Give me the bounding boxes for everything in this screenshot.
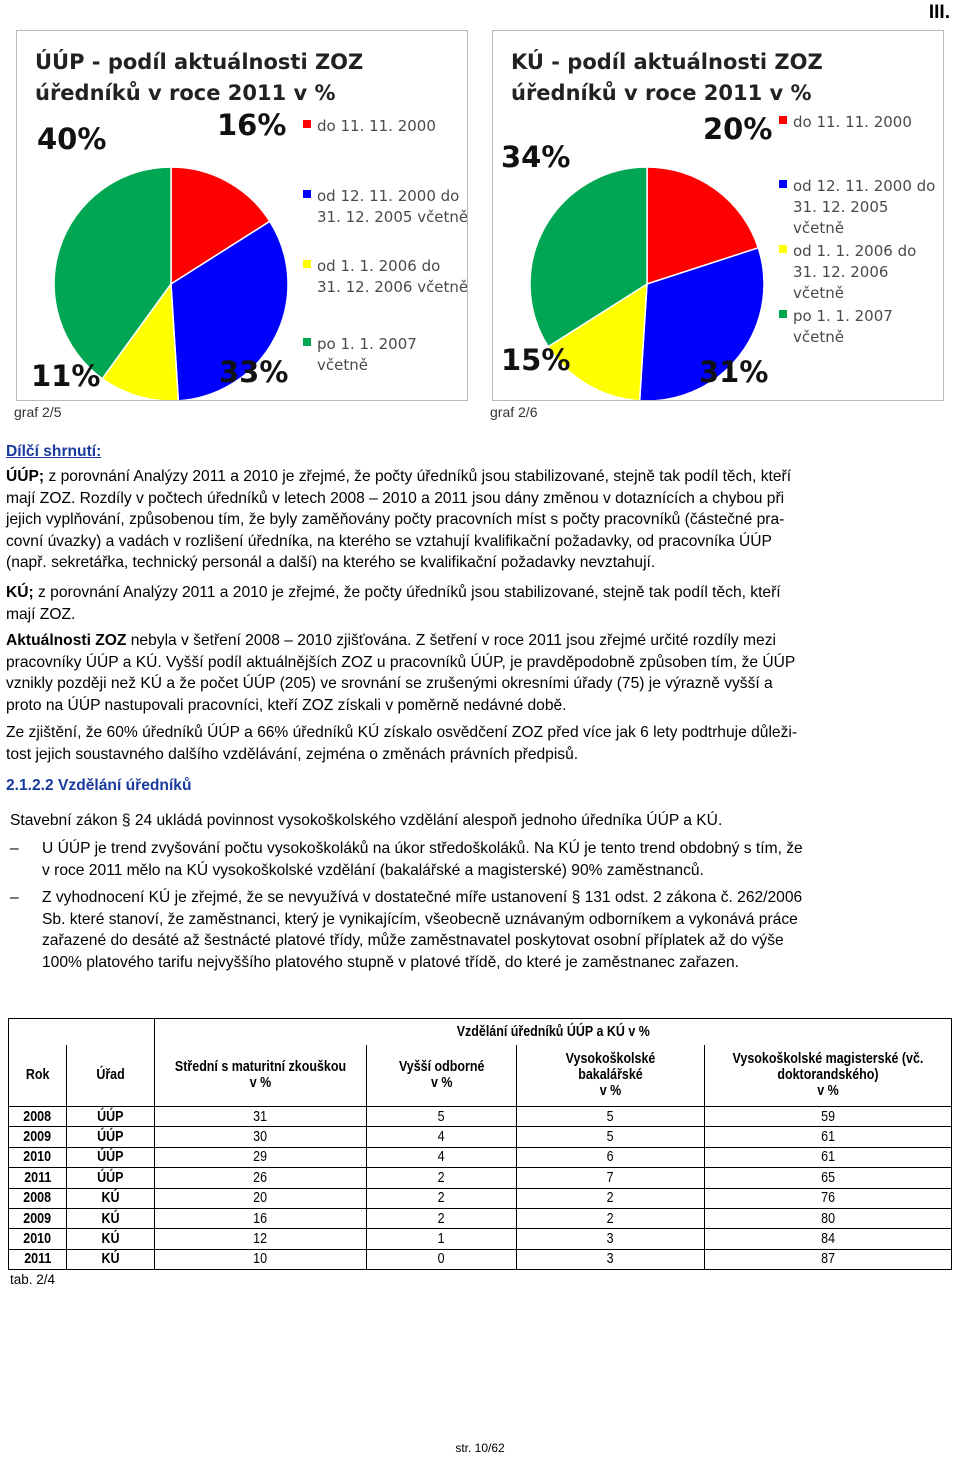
table-cell: 2011 — [9, 1249, 67, 1269]
col-header-magisterske: Vysokoškolské magisterské (vč. doktorandského) v % — [705, 1045, 952, 1107]
legend-swatch — [779, 180, 787, 188]
table-cell: 5 — [367, 1107, 517, 1127]
paragraph-line: jejich vyplňování, způsobenou tím, že byly zaměňovány počty pracovních míst s počty pracovníků (částečné pra- — [6, 511, 785, 529]
summary-heading: Dílčí shrnutí: — [6, 443, 102, 460]
table-cell: 2 — [367, 1188, 517, 1208]
legend-label: do 11. 11. 2000 — [317, 117, 436, 135]
chart-title-line2: úředníků v roce 2011 v % — [35, 81, 336, 105]
table-row — [9, 1188, 952, 1208]
chart-caption: graf 2/6 — [490, 404, 538, 420]
legend-swatch — [303, 338, 311, 346]
summary-paragraph-conclusion — [6, 722, 956, 765]
pie-slice-label: 16% — [217, 108, 287, 142]
paragraph-line: Ze zjištění, že 60% úředníků ÚÚP a 66% úředníků KÚ získalo osvědčení ZOZ před více jak 6 lety podtrhuje důleži- — [6, 724, 798, 741]
table-cell: 80 — [705, 1208, 952, 1228]
table-cell: 12 — [155, 1229, 367, 1249]
table-row — [9, 1249, 952, 1269]
table-cell: 6 — [517, 1147, 705, 1167]
bullet-dash: – — [10, 840, 19, 857]
table-cell: ÚÚP — [67, 1127, 155, 1147]
paragraph-line: mají ZOZ. Rozdíly v počtech úředníků v letech 2008 – 2010 a 2011 jsou dány změnou v dotaznících a chybou při — [6, 489, 785, 507]
paragraph-line: vznikly později než KÚ a že počet ÚÚP (205) ve srovnání se zrušenými okresními úřady (75) je výrazně vyšší a — [6, 675, 773, 693]
chart-title — [511, 47, 823, 109]
paragraph-line: tost jejich soustavného dalšího vzdělávání, zejména o změnách právních předpisů. — [6, 745, 579, 763]
table-cell: 30 — [155, 1127, 367, 1147]
legend-label: 31. 12. 2006 včetně — [317, 278, 469, 296]
table-cell: 5 — [517, 1127, 705, 1147]
bullet-line: U ÚÚP je trend zvyšování počtu vysokoškoláků na úkor středoškoláků. Na KÚ je tento trend obdobný s tím, že — [42, 840, 803, 857]
table-cell: ÚÚP — [67, 1168, 155, 1188]
table-cell: 2 — [517, 1188, 705, 1208]
legend-label: včetně — [317, 356, 368, 374]
table-cell: 29 — [155, 1147, 367, 1167]
pie-slice-label: 11% — [31, 359, 101, 393]
legend-label: 31. 12. 2006 — [793, 263, 889, 281]
table-title: Vzdělání úředníků ÚÚP a KÚ v % — [155, 1019, 952, 1045]
summary-paragraph-aktualnost — [6, 630, 956, 716]
legend-label: od 1. 1. 2006 do — [793, 242, 917, 260]
legend-label: od 1. 1. 2006 do — [317, 257, 441, 275]
table-cell: 10 — [155, 1249, 367, 1269]
bullet-item — [10, 838, 956, 881]
bullet-line: Z vyhodnocení KÚ je zřejmé, že se nevyužívá v dostatečné míře ustanovení § 131 odst. 2 zákona č. 262/2006 — [42, 889, 803, 906]
legend-label: včetně — [793, 284, 844, 302]
table-cell: 4 — [367, 1127, 517, 1147]
table-cell: 59 — [705, 1107, 952, 1127]
legend-swatch — [779, 245, 787, 253]
paragraph-lead: Aktuálnosti ZOZ — [6, 632, 127, 649]
summary-paragraph-ku — [6, 582, 956, 625]
chart-title-line2: úředníků v roce 2011 v % — [511, 81, 812, 105]
table-cell: 4 — [367, 1147, 517, 1167]
table-cell: 31 — [155, 1107, 367, 1127]
education-table — [8, 1018, 952, 1270]
legend-swatch — [303, 120, 311, 128]
section-title: Vzdělání úředníků — [58, 777, 192, 794]
legend-label: do 11. 11. 2000 — [793, 113, 912, 131]
paragraph-lead: KÚ; — [6, 584, 34, 601]
table-cell: 3 — [517, 1249, 705, 1269]
table-row — [9, 1127, 952, 1147]
paragraph-line: z porovnání Analýzy 2011 a 2010 je zřejmé, že počty úředníků jsou stabilizované, stejně tak podíl těch, kteří — [44, 468, 792, 485]
table-cell: ÚÚP — [67, 1147, 155, 1167]
bullet-line: zařazené do desáté až šestnácté platové třídy, může zaměstnavatel poskytovat osobní příplatek až do výše — [42, 932, 784, 950]
legend-label: včetně — [793, 328, 844, 346]
chart-title-line1: KÚ - podíl aktuálnosti ZOZ — [511, 50, 823, 74]
table-cell: 2 — [367, 1168, 517, 1188]
legend-label: 31. 12. 2005 — [793, 198, 889, 216]
paragraph-line: nebyla v šetření 2008 – 2010 zjišťována. Z šetření v roce 2011 jsou zřejmé určité rozdíly mezi — [126, 632, 776, 649]
col-header-vyssi: Vyšší odborné v % — [367, 1045, 517, 1107]
bullet-line: Sb. které stanoví, že zaměstnanci, který je vynikajícím, všeobecně uznávaným odborníkem a vykonává práce — [42, 910, 798, 928]
table-cell: 7 — [517, 1168, 705, 1188]
table-row — [9, 1168, 952, 1188]
table-cell: 16 — [155, 1208, 367, 1228]
table-cell: 65 — [705, 1168, 952, 1188]
table-cell: 84 — [705, 1229, 952, 1249]
table-cell: 2011 — [9, 1168, 67, 1188]
paragraph-line: proto na ÚÚP nastupovali pracovníci, kteří ZOZ získali v poměrně nedávné době. — [6, 696, 567, 714]
table-cell: 3 — [517, 1229, 705, 1249]
bullet-line: v roce 2011 mělo na KÚ vysokoškolské vzdělání (bakalářské a magisterské) 90% zaměstnanců. — [42, 861, 704, 879]
legend-swatch — [779, 310, 787, 318]
legend-label: od 12. 11. 2000 do — [793, 177, 936, 195]
legend-swatch — [303, 260, 311, 268]
table-caption: tab. 2/4 — [10, 1272, 56, 1287]
table-cell: 76 — [705, 1188, 952, 1208]
legend-swatch — [303, 190, 311, 198]
col-header-bakalarske: Vysokoškolské bakalářské v % — [517, 1045, 705, 1107]
section-marker: III. — [928, 2, 950, 23]
section-heading — [6, 777, 191, 795]
pie-slice-label: 20% — [703, 112, 773, 146]
page-footer: str. 10/62 — [455, 1441, 505, 1455]
paragraph-line: z porovnání Analýzy 2011 a 2010 je zřejmé, že počty úředníků jsou stabilizované, stejně tak podíl těch, kteří — [33, 584, 781, 601]
table-cell: 26 — [155, 1168, 367, 1188]
table-cell: 2 — [367, 1208, 517, 1228]
table-corner — [9, 1019, 155, 1045]
chart-caption: graf 2/5 — [14, 404, 62, 420]
col-header-urad: Úřad — [67, 1045, 155, 1107]
col-header-rok: Rok — [9, 1045, 67, 1107]
section-intro: Stavební zákon § 24 ukládá povinnost vysokoškolského vzdělání alespoň jednoho úředníka ÚÚP a KÚ. — [10, 812, 723, 829]
col-header-stredni: Střední s maturitní zkouškou v % — [155, 1045, 367, 1107]
bullet-dash: – — [10, 889, 19, 906]
table-cell: 20 — [155, 1188, 367, 1208]
table-cell: 2008 — [9, 1188, 67, 1208]
pie-slice-label: 31% — [699, 355, 769, 389]
legend-label: 31. 12. 2005 včetně — [317, 208, 469, 226]
table-cell: 2009 — [9, 1208, 67, 1228]
legend-label: po 1. 1. 2007 — [317, 335, 417, 353]
table-row — [9, 1147, 952, 1167]
summary-paragraph-uup — [6, 466, 956, 574]
table-cell: ÚÚP — [67, 1107, 155, 1127]
table-cell: 61 — [705, 1127, 952, 1147]
legend-label: po 1. 1. 2007 — [793, 307, 893, 325]
legend-label: od 12. 11. 2000 do — [317, 187, 460, 205]
paragraph-line: (např. sekretářka, technický personál a další) na kterého se kvalifikační požadavky nevztahují. — [6, 554, 656, 572]
section-number: 2.1.2.2 — [6, 777, 54, 794]
table-row — [9, 1107, 952, 1127]
table-cell: 2 — [517, 1208, 705, 1228]
table-cell: 87 — [705, 1249, 952, 1269]
table-cell: 2010 — [9, 1229, 67, 1249]
table-cell: KÚ — [67, 1208, 155, 1228]
table-cell: 0 — [367, 1249, 517, 1269]
table-cell: 2009 — [9, 1127, 67, 1147]
table-cell: KÚ — [67, 1229, 155, 1249]
table-cell: 2010 — [9, 1147, 67, 1167]
pie-chart-ku — [492, 30, 944, 401]
pie-chart-uup — [16, 30, 468, 401]
table-row — [9, 1229, 952, 1249]
paragraph-line: pracovníky ÚÚP a KÚ. Vyšší podíl aktuálnějších ZOZ u pracovníků ÚÚP, je pravděpodobně způsoben tím, že ÚÚP — [6, 653, 796, 671]
paragraph-lead: ÚÚP; — [6, 468, 45, 485]
paragraph-line: mají ZOZ. — [6, 605, 76, 623]
legend-label: včetně — [793, 219, 844, 237]
legend-swatch — [779, 116, 787, 124]
table-cell: 61 — [705, 1147, 952, 1167]
table-cell: KÚ — [67, 1249, 155, 1269]
pie-slice-label: 33% — [219, 355, 289, 389]
pie-slice-label: 34% — [501, 140, 571, 174]
chart-title — [35, 47, 363, 109]
chart-title-line1: ÚÚP - podíl aktuálnosti ZOZ — [35, 50, 364, 74]
bullet-line: 100% platového tarifu nejvyššího platového stupně v platové třídě, do které je zaměstnanec zařazen. — [42, 953, 739, 971]
table-cell: 5 — [517, 1107, 705, 1127]
pie-slice-label: 15% — [501, 343, 571, 377]
table-cell: 1 — [367, 1229, 517, 1249]
table-cell: 2008 — [9, 1107, 67, 1127]
pie-slice-label: 40% — [37, 122, 107, 156]
table-cell: KÚ — [67, 1188, 155, 1208]
table-row — [9, 1208, 952, 1228]
bullet-item — [10, 887, 956, 973]
paragraph-line: covní úvazky) a vadách v rozlišení úředníka, na kterého se vztahují kvalifikační požadavky, od pracovníka ÚÚP — [6, 532, 772, 550]
